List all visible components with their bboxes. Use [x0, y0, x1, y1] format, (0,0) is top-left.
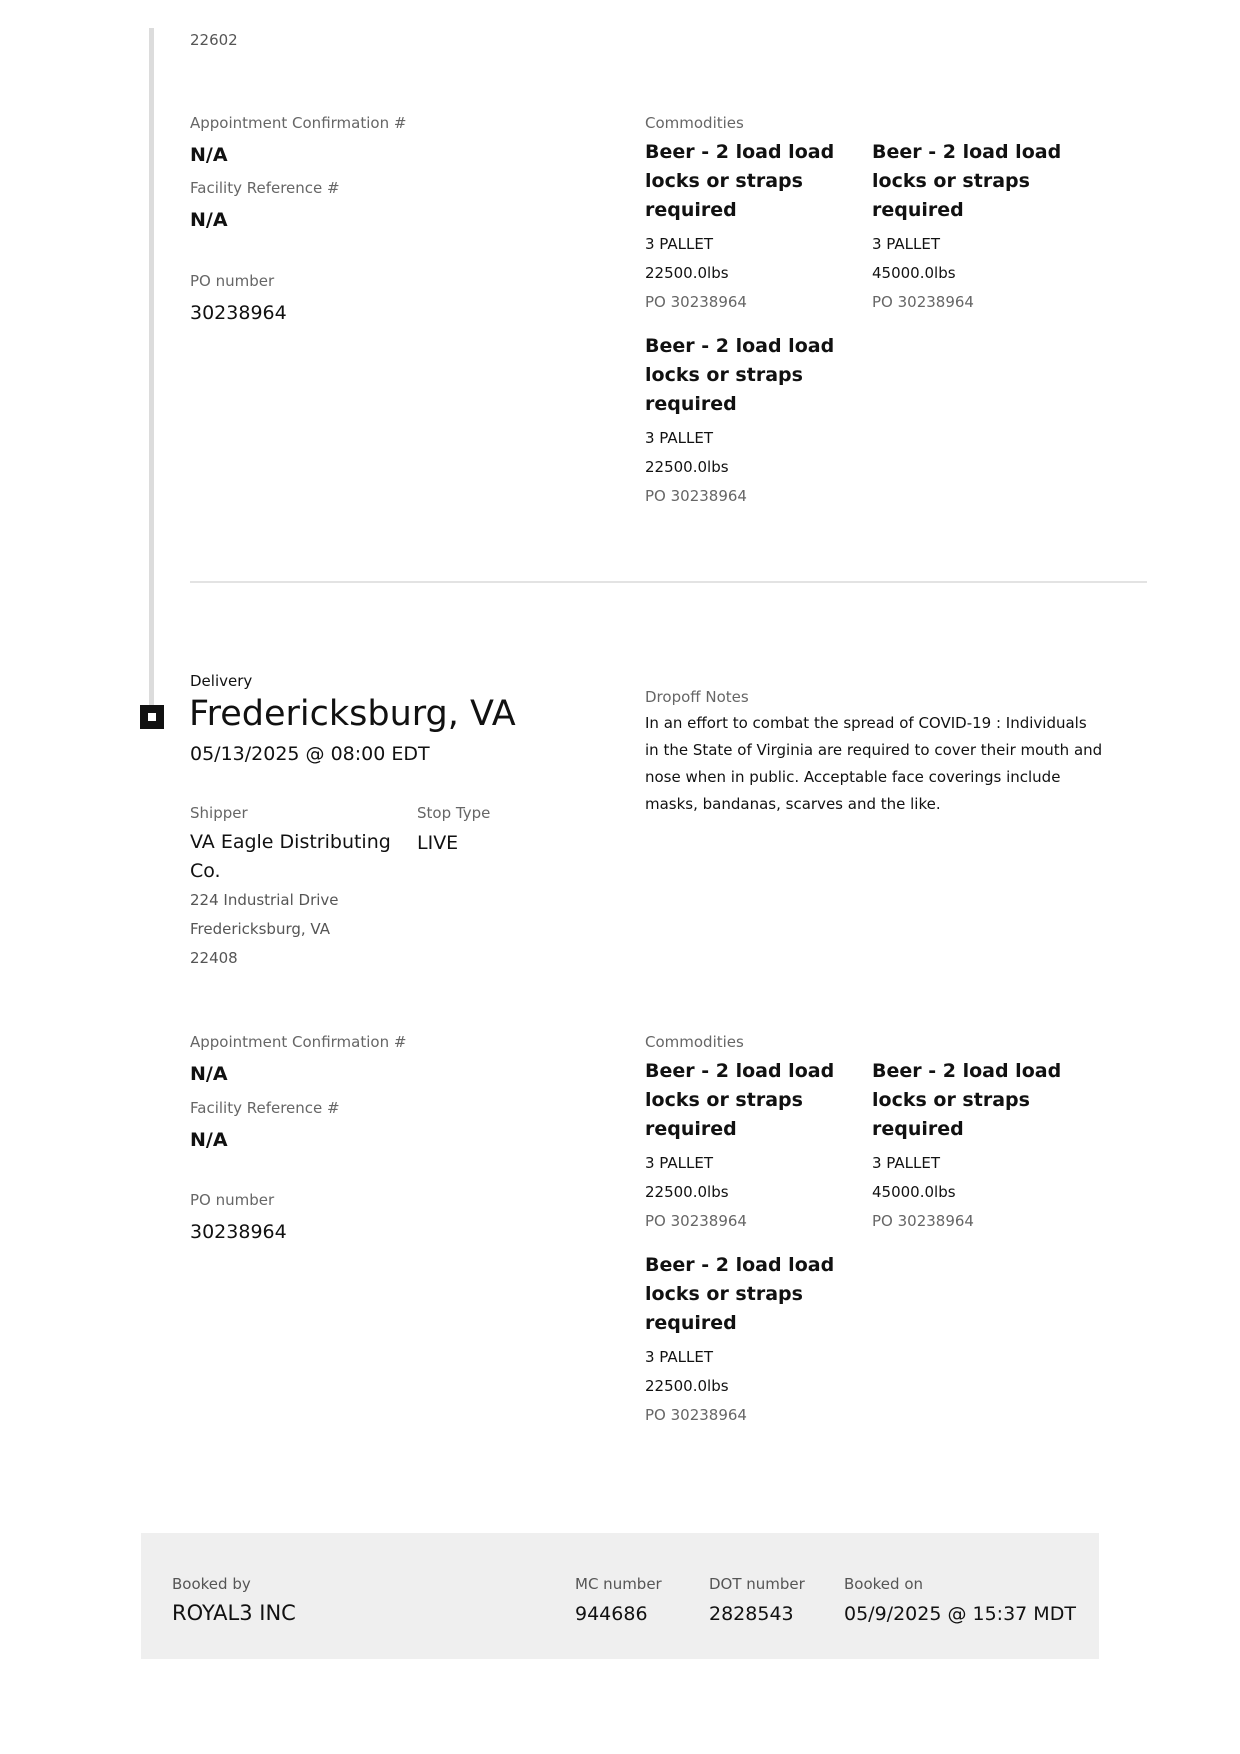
- top-facility-value: N/A: [190, 209, 228, 231]
- shipper-address-zip: 22408: [190, 949, 238, 967]
- commodity-po: PO 30238964: [872, 1212, 974, 1230]
- commodity-qty: 3 PALLET: [645, 1348, 714, 1366]
- delivery-city: Fredericksburg, VA: [189, 694, 516, 734]
- commodity-weight: 45000.0lbs: [872, 264, 956, 282]
- booking-info-panel: [141, 1533, 1099, 1659]
- dropoff-notes-text: In an effort to combat the spread of COVID-19 : Individuals in the State of Virginia are required to cover their mouth and nose when in public. Acceptable face coverings include masks, bandanas, scarves and the like.: [645, 714, 1103, 813]
- dot-number-label: DOT number: [709, 1575, 805, 1593]
- shipper-address-line2: Fredericksburg, VA: [190, 920, 330, 938]
- commodity-title: Beer - 2 load load locks or straps required: [872, 141, 1062, 221]
- stop-type-value: LIVE: [417, 832, 459, 854]
- delivery-heading: Delivery: [190, 672, 253, 690]
- top-commodities-label: Commodities: [645, 114, 744, 132]
- commodity-title: Beer - 2 load load locks or straps required: [645, 141, 835, 221]
- delivery-commodity-card: [872, 1057, 1092, 1230]
- delivery-commodities-label: Commodities: [645, 1033, 744, 1051]
- top-po-value: 30238964: [190, 302, 287, 324]
- top-appointment-value: N/A: [190, 144, 228, 166]
- delivery-datetime: 05/13/2025 @ 08:00 EDT: [190, 743, 430, 765]
- shipper-name: VA Eagle Distributing Co.: [190, 831, 391, 882]
- dropoff-notes-label: Dropoff Notes: [645, 688, 749, 706]
- delivery-appointment-label: Appointment Confirmation #: [190, 1033, 407, 1051]
- commodity-title: Beer - 2 load load locks or straps required: [645, 335, 835, 415]
- mc-number-value: 944686: [575, 1603, 648, 1625]
- commodity-title: Beer - 2 load load locks or straps required: [645, 1060, 835, 1140]
- top-commodity-card: [645, 332, 865, 505]
- booked-on-label: Booked on: [844, 1575, 923, 1593]
- commodity-qty: 3 PALLET: [872, 235, 941, 253]
- commodity-po: PO 30238964: [645, 1212, 747, 1230]
- top-commodity-card: [872, 138, 1092, 311]
- dot-number-value: 2828543: [709, 1603, 794, 1625]
- commodity-weight: 22500.0lbs: [645, 264, 729, 282]
- mc-number-label: MC number: [575, 1575, 662, 1593]
- shipper-address-line1: 224 Industrial Drive: [190, 891, 339, 909]
- top-stop-zip: 22602: [190, 31, 238, 49]
- commodity-title: Beer - 2 load load locks or straps required: [872, 1060, 1062, 1140]
- booked-by-value: ROYAL3 INC: [172, 1601, 296, 1625]
- commodity-po: PO 30238964: [645, 1406, 747, 1424]
- booked-by-label: Booked by: [172, 1575, 251, 1593]
- stop-type-label: Stop Type: [417, 804, 491, 822]
- delivery-appointment-value: N/A: [190, 1063, 228, 1085]
- commodity-po: PO 30238964: [872, 293, 974, 311]
- delivery-commodity-card: [645, 1057, 865, 1230]
- delivery-po-value: 30238964: [190, 1221, 287, 1243]
- delivery-commodity-card: [645, 1251, 865, 1424]
- delivery-po-label: PO number: [190, 1191, 275, 1209]
- commodity-title: Beer - 2 load load locks or straps required: [645, 1254, 835, 1334]
- commodity-weight: 22500.0lbs: [645, 1183, 729, 1201]
- commodity-qty: 3 PALLET: [872, 1154, 941, 1172]
- top-po-label: PO number: [190, 272, 275, 290]
- commodity-po: PO 30238964: [645, 293, 747, 311]
- commodity-weight: 45000.0lbs: [872, 1183, 956, 1201]
- delivery-stop-marker-icon: [140, 705, 164, 729]
- commodity-qty: 3 PALLET: [645, 1154, 714, 1172]
- delivery-facility-label: Facility Reference #: [190, 1099, 340, 1117]
- section-divider: [190, 581, 1147, 583]
- commodity-weight: 22500.0lbs: [645, 1377, 729, 1395]
- booked-on-value: 05/9/2025 @ 15:37 MDT: [844, 1603, 1076, 1625]
- delivery-facility-value: N/A: [190, 1129, 228, 1151]
- timeline-line: [149, 28, 154, 706]
- top-facility-label: Facility Reference #: [190, 179, 340, 197]
- top-commodity-card: [645, 138, 865, 311]
- commodity-weight: 22500.0lbs: [645, 458, 729, 476]
- commodity-qty: 3 PALLET: [645, 429, 714, 447]
- shipper-label: Shipper: [190, 804, 248, 822]
- commodity-po: PO 30238964: [645, 487, 747, 505]
- commodity-qty: 3 PALLET: [645, 235, 714, 253]
- top-appointment-label: Appointment Confirmation #: [190, 114, 407, 132]
